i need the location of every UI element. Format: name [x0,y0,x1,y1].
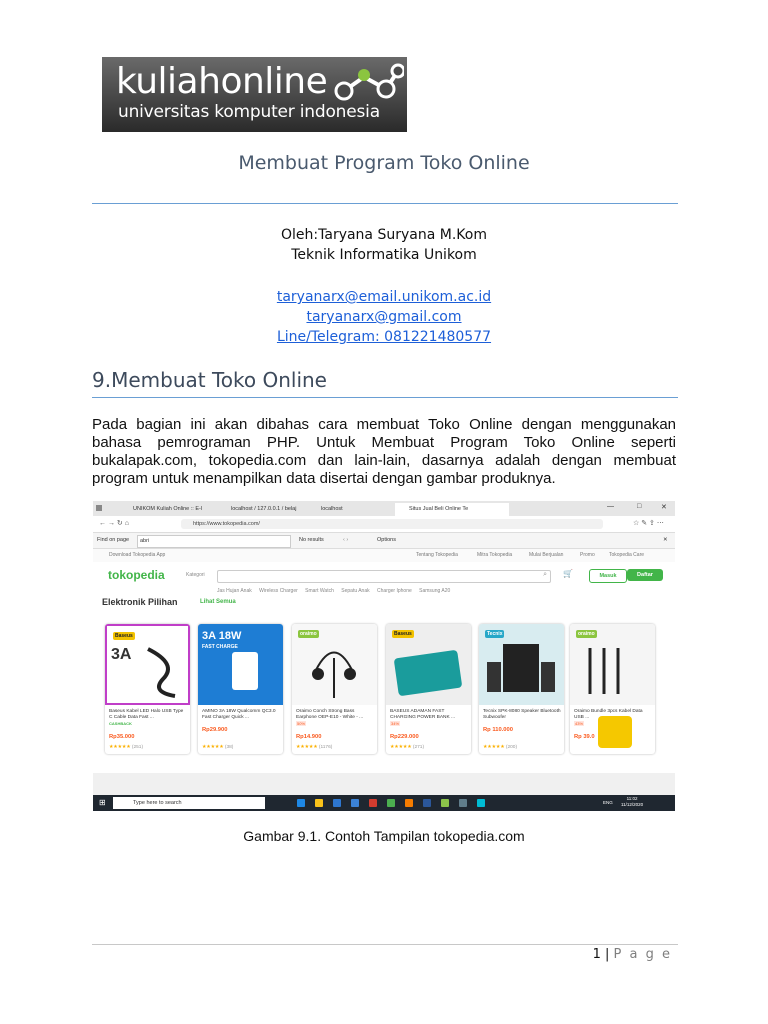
product-image [198,624,283,705]
close-icon: ✕ [661,504,667,511]
tag: Wireless Charger [259,588,298,594]
rating-stars: ★★★★★ (200) [483,745,518,750]
dropbox-icon [351,799,359,807]
find-result: No results [299,537,324,543]
tokopedia-header [93,562,675,588]
document-title: Membuat Program Toko Online [238,152,530,174]
department-line: Teknik Informatika Unikom [291,247,477,263]
taskbar-search: Type here to search [113,797,265,809]
taskbar-time: 11:02 [626,796,638,801]
intro-paragraph: Pada bagian ini akan dibahas cara membuat Toko Online dengan menggunakan bahasa pemrograman PHP. Untuk Membuat Program Toko Online seperti bukalapak.com, tokopedia.com dan lain-lain, dasarnya adalah dengan membuat program untuk menampilkan data disertai dengan gambar produknya. [92,416,676,487]
product-card [479,624,564,754]
find-arrows-icon: ‹ › [343,537,349,543]
product-image [105,624,190,705]
logo-sub-text: universitas komputer indonesia [118,102,380,122]
browser-tab: UNIKOM Kuliah Online :: E-l [133,506,203,512]
address-bar [93,516,675,533]
tokopedia-screenshot [93,501,675,811]
elektronik-section-title: Elektronik Pilihan [102,597,178,607]
product-image [570,624,655,705]
product-price: Rp229.000 [390,734,419,740]
figure-caption: Gambar 9.1. Contoh Tampilan tokopedia.com [243,828,525,844]
discount-badge: 43% [575,721,584,726]
search-icon: ⌕ [543,571,547,578]
product-name: Oraimo Conch Strong Bass Earphone OEP-E10 - White - ... [296,709,364,720]
product-brand: oraimo [578,631,595,637]
tag: Charger Iphone [377,588,412,594]
product-card [198,624,283,754]
app-icon [459,799,467,807]
app-icon [441,799,449,807]
rating-stars: ★★★★★ (1176) [296,745,333,750]
browser-tab: localhost [321,506,343,512]
find-label: Find on page [97,537,130,543]
word-icon [423,799,431,807]
taskbar-clock [621,796,643,808]
rating-stars: ★★★★★ (251) [109,745,144,750]
browser-menu-icon [96,505,102,511]
nav-arrows-icon: ← → ↻ ⌂ [99,520,129,527]
app-icon [369,799,377,807]
url-field: https://www.tokopedia.com/ [181,519,603,529]
product-name: Tecnix SPK-8080 Speaker Bluetooth Subwoofer [483,709,561,720]
product-image-label: 3A [111,646,132,663]
product-card [105,624,190,754]
email-link-gmail[interactable]: taryanarx@gmail.com [306,309,462,325]
tokopedia-brand: tokopedia [108,568,165,582]
product-card [386,624,471,754]
kategori-label: Kategori [186,572,205,578]
product-name: BASEUS ADAMAN FAST CHARGING POWER BANK ... [390,709,456,720]
promo-gift-icon [598,716,632,748]
top-link: Promo [580,552,595,558]
mail-icon [333,799,341,807]
review-count: (1176) [318,745,333,750]
review-count: (251) [131,745,144,750]
product-brand: Tecnix [487,631,503,637]
tokopedia-top-bar [93,549,675,562]
product-card [292,624,377,754]
product-name: AMINO 3A 18W Qualcomm QC3.0 Fast Charger Quick ... [202,709,276,720]
tag: Sepatu Anak [341,588,370,594]
powerbank-icon [394,650,463,697]
daftar-button: Daftar [627,569,663,581]
title-divider [92,203,678,204]
rating-stars: ★★★★★ (38) [202,745,234,750]
tag: Jas Hujan Anak [217,588,252,594]
chrome-icon [387,799,395,807]
cable-icon [143,644,183,700]
product-image [479,624,564,705]
trending-tags [217,588,456,594]
page-footer [593,947,672,962]
review-count: (200) [505,745,518,750]
find-close-icon: ✕ [663,537,668,543]
heading-divider [92,397,678,398]
product-brand: Baseus [115,633,133,639]
edge-icon [297,799,305,807]
product-name: Baseus Kabel LED Halo USB Type C Cable Data Fast ... [109,709,184,720]
tag: Smart Watch [305,588,334,594]
tag: Samsung A20 [419,588,451,594]
product-badge: CASHBACK [109,721,132,726]
logo-main-text: kuliahonline [116,61,328,102]
product-image [292,624,377,705]
author-line: Oleh:Taryana Suryana M.Kom [281,227,487,243]
maximize-icon: □ [637,503,642,510]
browser-tab: localhost / 127.0.0.1 / belaj [231,506,297,512]
find-input: abri [137,535,291,548]
product-brand: FAST CHARGE [202,644,238,650]
top-link: Mulai Berjualan [529,552,564,558]
product-image [386,624,471,705]
email-link-unikom[interactable]: taryanarx@email.unikom.ac.id [276,289,492,305]
browser-tools-icon: ☆ ✎ ⇪ ⋯ [633,520,664,527]
review-count: (271) [412,745,425,750]
lihat-semua-link: Lihat Semua [200,599,236,605]
charger-icon [232,652,258,690]
review-count: (38) [224,745,234,750]
windows-start-icon: ⊞ [99,798,106,807]
xampp-icon [405,799,413,807]
footer-divider [92,944,678,945]
page-gray-area [93,773,675,795]
speaker-right-icon [541,662,555,692]
taskbar-date: 11/12/2020 [621,802,644,807]
app-icon [477,799,485,807]
section-heading: 9.Membuat Toko Online [92,368,327,392]
earphone-icon [306,640,362,700]
folder-icon [315,799,323,807]
cart-icon: 🛒 [563,569,573,578]
windows-taskbar [93,795,675,811]
page-separator: | [605,947,610,962]
top-link: Mitra Tokopedia [477,552,513,558]
top-link: Tokopedia Care [609,552,645,558]
page-number: 1 [592,947,601,962]
product-brand: Baseus [394,631,412,637]
product-card [570,624,655,754]
product-name: Oraimo Bundle 3pcs Kabel Data USB ... [574,709,643,720]
logo-molecule-icon [334,63,404,103]
find-bar [93,533,675,549]
discount-badge: 34% [391,721,400,726]
product-price: Rp 110.000 [483,727,513,733]
masuk-button: Masuk [589,569,627,583]
subwoofer-icon [503,644,539,692]
top-link: Tentang Tokopedia [416,552,458,558]
product-price: Rp35.000 [109,734,135,740]
download-app-link: Download Tokopedia App [109,552,166,558]
product-brand: oraimo [300,631,317,637]
kuliahonline-logo [102,57,407,132]
speaker-left-icon [487,662,501,692]
taskbar-language: ENG [603,800,613,805]
page-label: P a g e [613,947,672,962]
product-price: Rp14.900 [296,734,322,740]
cable-bundle-icon [582,644,642,700]
browser-tab-active: Situs Jual Beli Online Te [395,503,509,516]
tokopedia-search-input [217,570,551,583]
rating-stars: ★★★★★ (271) [390,745,425,750]
line-telegram-link[interactable]: Line/Telegram: 081221480577 [276,329,492,345]
browser-tab-bar [93,501,675,516]
product-image-label: 3A 18W [202,630,242,642]
find-options: Options [377,537,396,543]
minimize-icon: — [607,503,614,510]
product-price: Rp 39.0 [574,734,595,740]
product-price: Rp29.900 [202,727,228,733]
discount-badge: 50% [297,721,306,726]
